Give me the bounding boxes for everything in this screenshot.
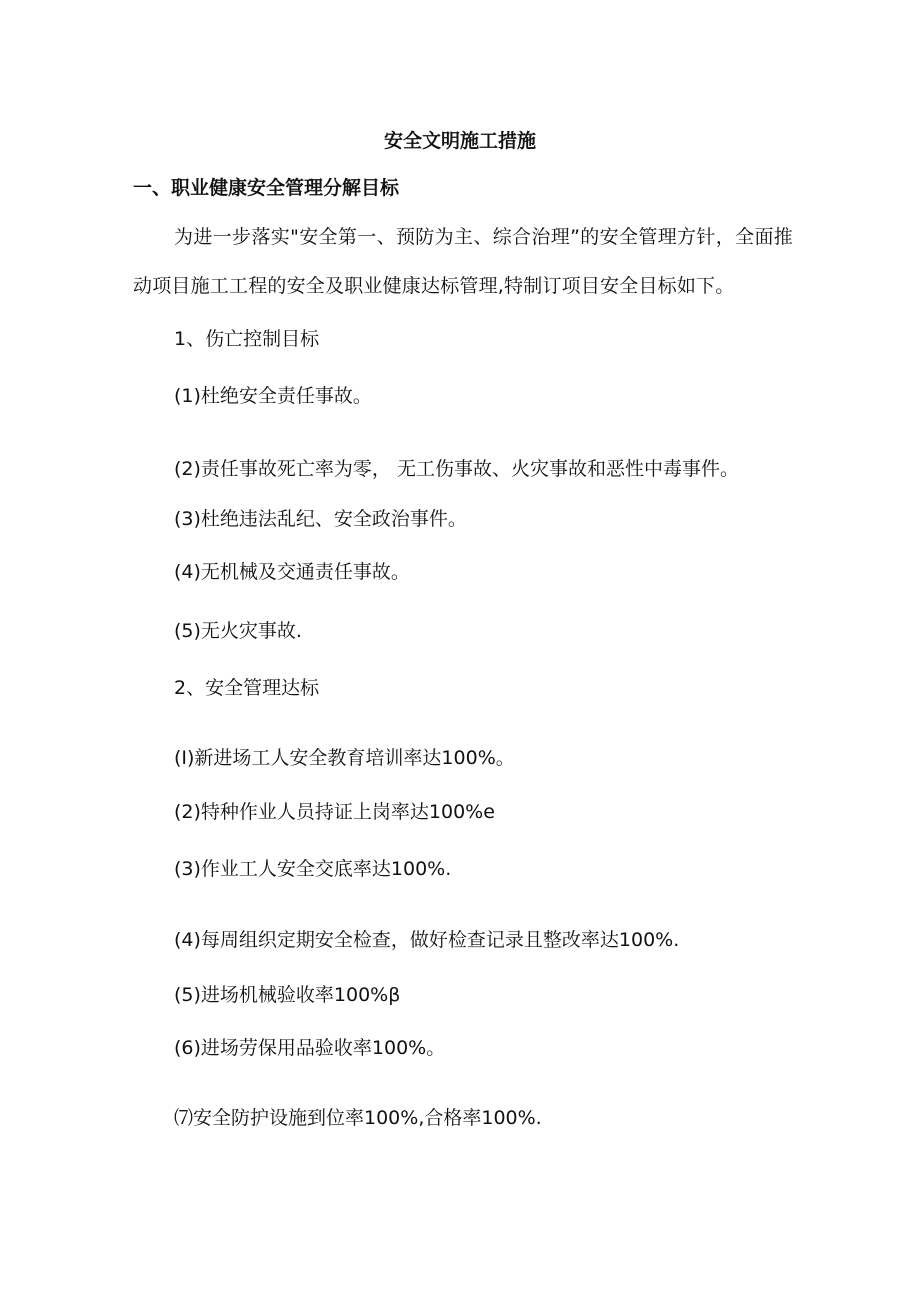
list-item: (5)进场机械验收率100%β: [174, 984, 401, 1006]
list-item: (3)作业工人安全交底率达100%.: [174, 858, 452, 880]
subsection-2-heading: 2、安全管理达标: [174, 677, 320, 699]
subsection-1-heading: 1、伤亡控制目标: [174, 328, 320, 350]
list-item: (6)进场劳保用品验收率100%。: [174, 1037, 446, 1059]
list-item: (2)特种作业人员持证上岗率达100%e: [174, 801, 495, 823]
intro-paragraph: 为进一步落实"安全第一、预防为主、综合治理”的安全管理方针，全面推动项目施工工程的安全及职业健康达标管理,特制订项目安全目标如下。: [133, 226, 793, 297]
list-item: (I)新进场工人安全教育培训率达100%。: [174, 747, 515, 769]
list-item: ⑺安全防护设施到位率100%,合格率100%.: [174, 1107, 542, 1129]
section-heading: 一、职业健康安全管理分解目标: [133, 177, 400, 199]
list-item: (2)责任事故死亡率为零， 无工伤事故、火灾事故和恶性中毒事件。: [174, 458, 739, 480]
list-item: (4)每周组织定期安全检查，做好检查记录且整改率达100%.: [174, 929, 680, 951]
document-title: 安全文明施工措施: [383, 130, 536, 152]
list-item: (5)无火灾事故.: [174, 620, 302, 642]
list-item: (3)杜绝违法乱纪、安全政治事件。: [174, 508, 467, 530]
list-item: (1)杜绝安全责任事故。: [174, 385, 372, 407]
list-item: (4)无机械及交通责任事故。: [174, 561, 410, 583]
